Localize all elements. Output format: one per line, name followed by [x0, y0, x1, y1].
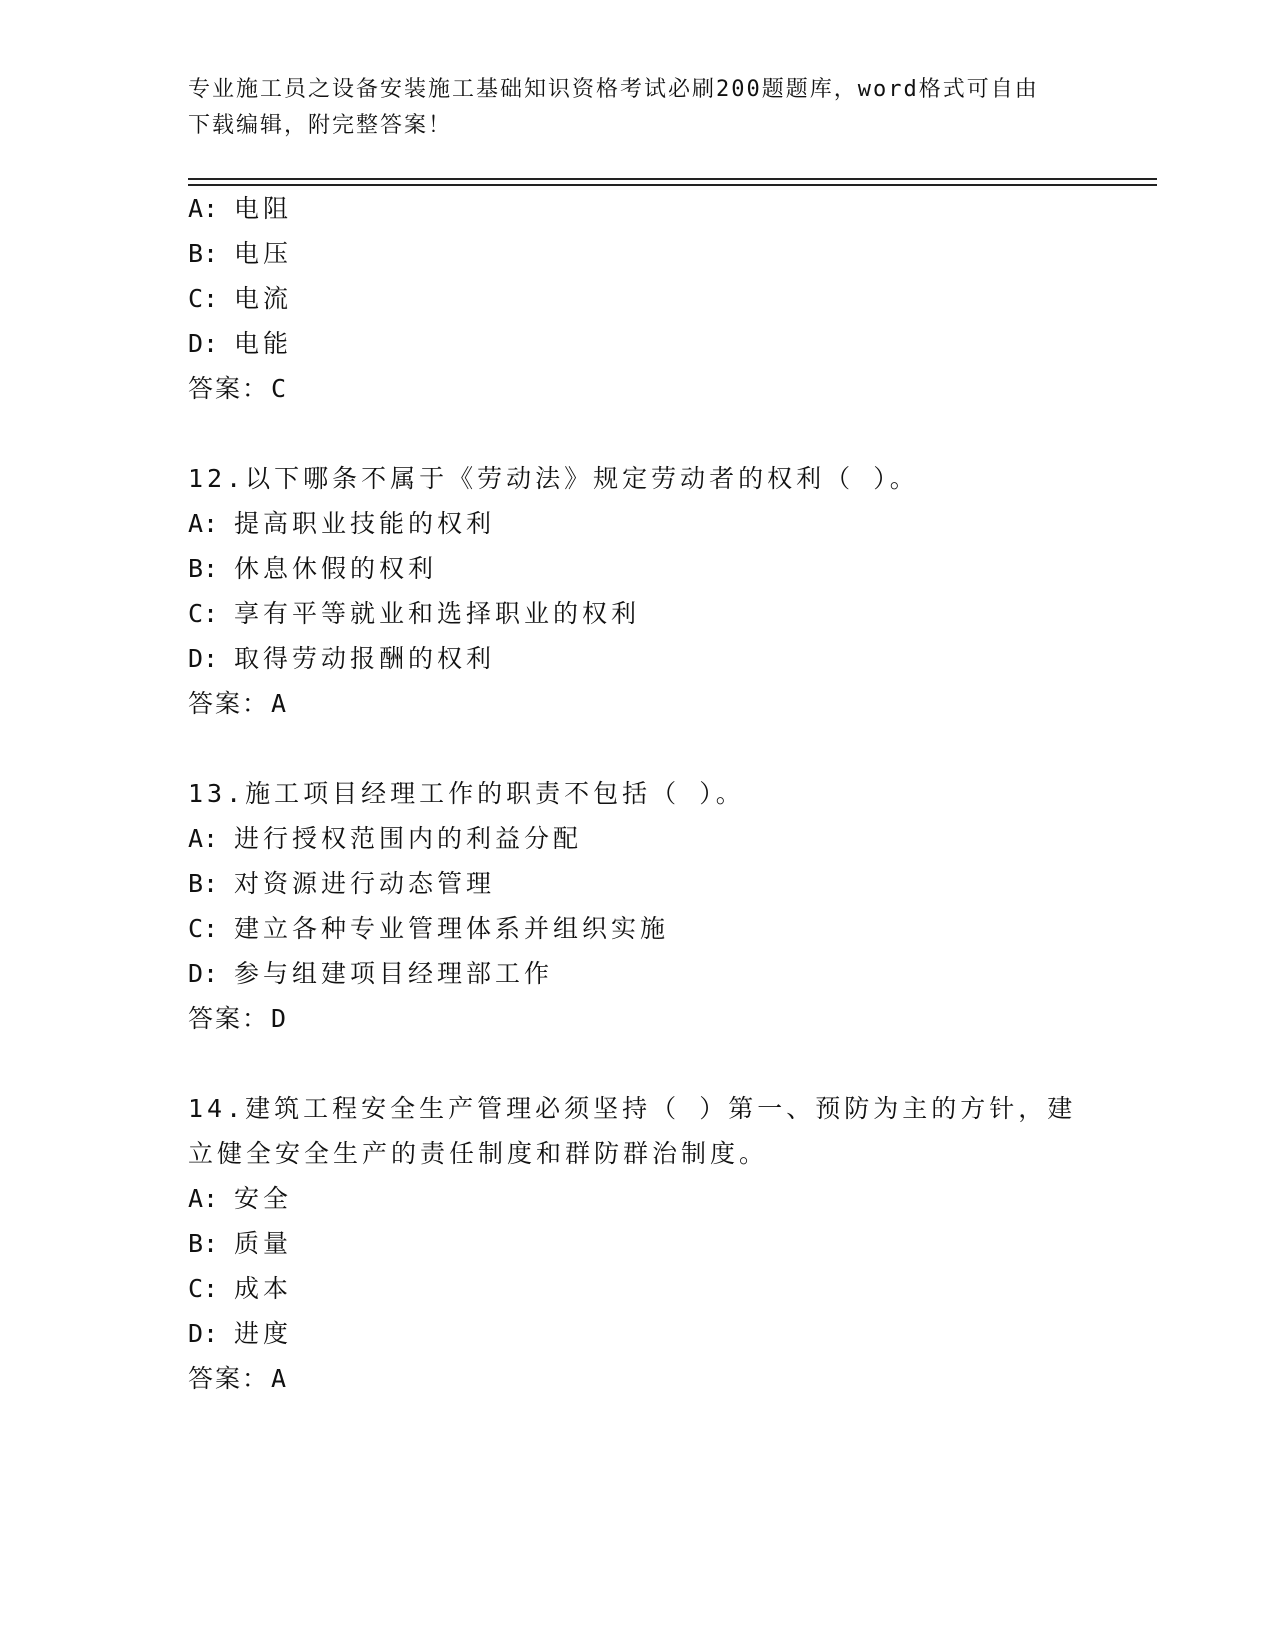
option-12-d: D: 取得劳动报酬的权利	[188, 644, 496, 673]
option-14-a: A: 安全	[188, 1184, 293, 1213]
answer-13: 答案：D	[188, 1004, 289, 1033]
header-rule-bottom	[188, 184, 1157, 186]
option-14-d: D: 进度	[188, 1319, 293, 1348]
option-13-d: D: 参与组建项目经理部工作	[188, 959, 554, 988]
option-11-d: D: 电能	[188, 329, 293, 358]
question-12: 12.以下哪条不属于《劳动法》规定劳动者的权利（ ）。	[188, 464, 919, 493]
option-12-a: A: 提高职业技能的权利	[188, 509, 496, 538]
option-14-b: B: 质量	[188, 1229, 293, 1258]
header-line-2: 下载编辑，附完整答案！	[188, 113, 453, 138]
question-14-line-1: 14.建筑工程安全生产管理必须坚持（ ）第一、预防为主的方针，建	[188, 1094, 1077, 1123]
answer-12: 答案：A	[188, 689, 289, 718]
question-13: 13.施工项目经理工作的职责不包括（ ）。	[188, 779, 745, 808]
question-14-line-2: 立健全安全生产的责任制度和群防群治制度。	[188, 1139, 769, 1168]
option-12-c: C: 享有平等就业和选择职业的权利	[188, 599, 641, 628]
option-11-a: A: 电阻	[188, 194, 293, 223]
option-11-b: B: 电压	[188, 239, 293, 268]
option-12-b: B: 休息休假的权利	[188, 554, 438, 583]
header-line-1: 专业施工员之设备安装施工基础知识资格考试必刷200题题库，word格式可自由	[188, 77, 1039, 102]
document-header	[188, 72, 1088, 144]
answer-11: 答案：C	[188, 374, 289, 403]
option-13-b: B: 对资源进行动态管理	[188, 869, 496, 898]
header-rule-top	[188, 178, 1157, 180]
option-14-c: C: 成本	[188, 1274, 293, 1303]
option-11-c: C: 电流	[188, 284, 293, 313]
option-13-c: C: 建立各种专业管理体系并组织实施	[188, 914, 670, 943]
answer-14: 答案：A	[188, 1364, 289, 1393]
option-13-a: A: 进行授权范围内的利益分配	[188, 824, 583, 853]
